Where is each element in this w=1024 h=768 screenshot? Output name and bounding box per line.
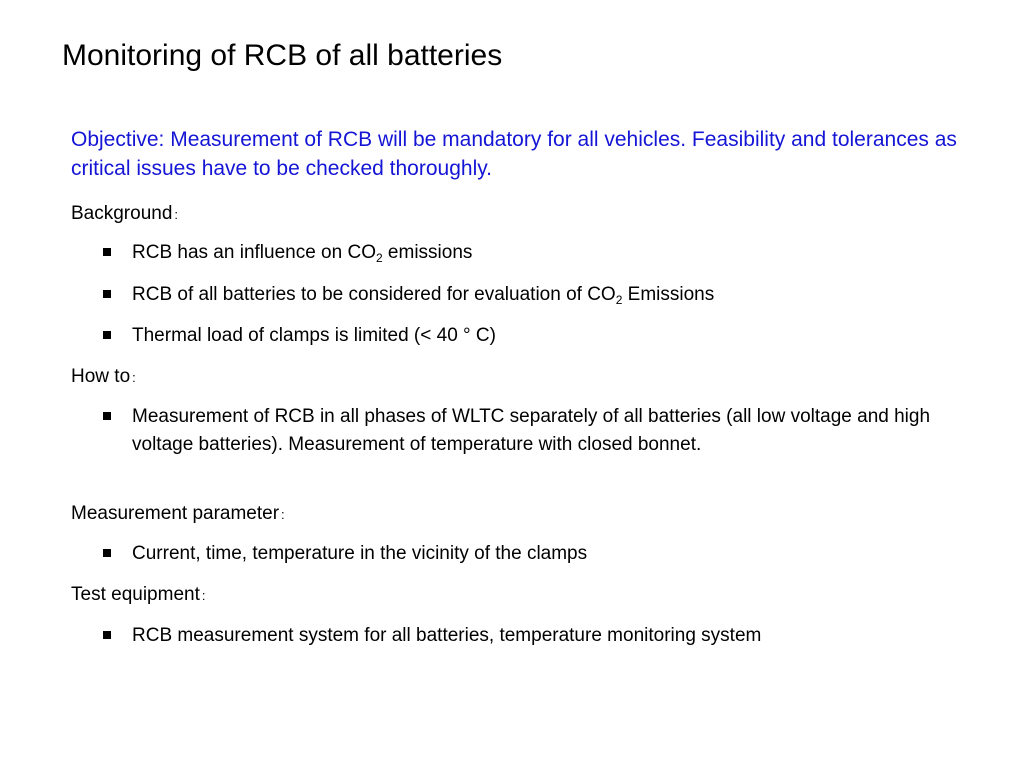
square-bullet-icon <box>103 331 111 339</box>
square-bullet-icon <box>103 290 111 298</box>
square-bullet-icon <box>103 412 111 420</box>
test-equipment-heading <box>71 582 205 609</box>
background-bullet-co2-influence <box>103 239 963 267</box>
how-to-heading-label: How to <box>71 366 131 387</box>
background-bullet-evaluation <box>103 281 963 309</box>
bullet-text: RCB measurement system for all batteries, temperature monitoring system <box>132 625 762 646</box>
square-bullet-icon <box>103 549 111 557</box>
test-equipment-heading-label: Test equipment <box>71 584 200 605</box>
slide-title: Monitoring of RCB of all batteries <box>62 39 503 72</box>
bullet-text: Measurement of RCB in all phases of WLTC separately of all batteries (all low voltage and high voltage batteries). Measurement of temperature with closed bonnet. <box>132 406 931 455</box>
bullet-text: Thermal load of clamps is limited (< 40 ° C) <box>132 325 496 346</box>
square-bullet-icon <box>103 248 111 256</box>
square-bullet-icon <box>103 631 111 639</box>
measurement-parameter-heading-label: Measurement parameter <box>71 503 280 524</box>
measurement-parameter-heading <box>71 501 285 528</box>
how-to-heading <box>71 364 136 391</box>
background-heading <box>71 201 178 228</box>
bullet-text: RCB of all batteries to be considered for evaluation of $CO_2$ Emissions <box>132 284 715 307</box>
test-equipment-bullet <box>103 622 963 650</box>
bullet-text: Current, time, temperature in the vicinity of the clamps <box>132 543 588 564</box>
background-heading-label: Background <box>71 203 173 224</box>
how-to-bullet-measurement <box>103 403 963 459</box>
background-bullet-thermal-load <box>103 322 963 350</box>
objective-text: Objective: Measurement of RCB will be mandatory for all vehicles. Feasibility and tolerances as critical issues have to be checked thoroughly. <box>71 128 957 180</box>
background-heading-colon: : <box>174 207 179 222</box>
test-equipment-heading-colon: : <box>201 588 206 603</box>
how-to-heading-colon: : <box>132 370 136 385</box>
measurement-parameter-bullet <box>103 540 963 568</box>
measurement-parameter-heading-colon: : <box>281 507 285 522</box>
bullet-text: RCB has an influence on $CO_2$ emissions <box>132 242 473 265</box>
